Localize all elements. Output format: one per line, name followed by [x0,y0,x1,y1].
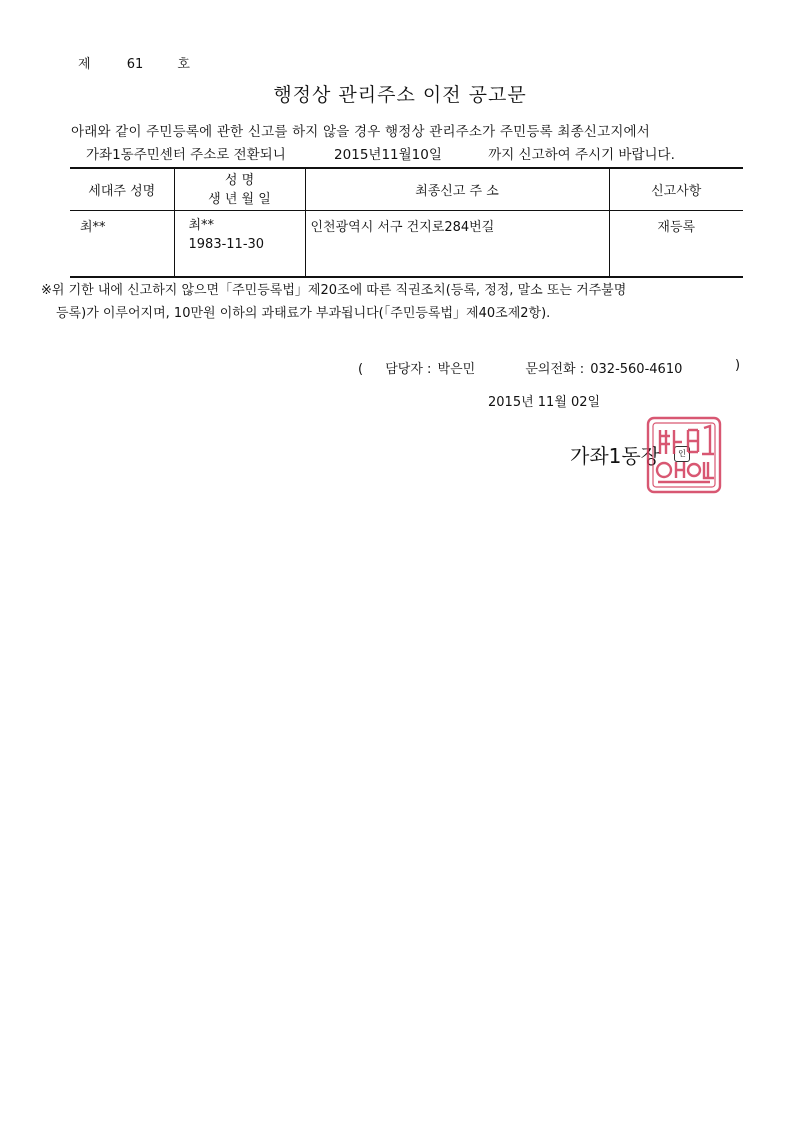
number-value: 61 [126,57,144,72]
document-number [78,53,190,72]
number-suffix: 호 [177,57,190,72]
header-report: 신고사항 [609,168,743,211]
notice-table [70,167,743,278]
contact-info [358,358,682,377]
header-address: 최종신고 주 소 [305,168,609,211]
signer-title: 가좌1동장 [570,444,661,468]
phone-number: 032-560-4610 [590,362,683,377]
cell-birth: 1983-11-30 [188,237,265,252]
intro-line-2-part-1: 가좌1동주민센터 주소로 전환되니 [86,147,286,163]
contact-open-paren: ( [358,362,364,377]
cell-householder: 최** [80,220,106,235]
deadline-date: 2015년11월10일 [334,147,442,163]
table-header-row [70,168,743,211]
phone-label: 문의전화 : [525,362,585,377]
cell-name-birth [174,211,305,278]
intro-line-2-part-2: 까지 신고하여 주시기 바랍니다. [488,147,675,163]
intro-line-1: 아래와 같이 주민등록에 관한 신고를 하지 않을 경우 행정상 관리주소가 주민등록 최종신고지에서 [71,124,651,140]
cell-report: 재등록 [609,211,743,278]
official-seal-icon [644,414,724,496]
note-line-2: 등록)가 이루어지며, 10만원 이하의 과태료가 부과됩니다(「주민등록법」제40조제2항). [56,306,551,321]
header-householder: 세대주 성명 [70,168,174,211]
table-row [70,211,743,278]
page-title: 행정상 관리주소 이전 공고문 [273,84,527,106]
cell-name: 최** [188,218,215,233]
manager-label: 담당자 : [385,362,432,377]
header-birth: 생 년 월 일 [208,191,271,207]
issue-date: 2015년 11월 02일 [488,395,601,410]
cell-address: 인천광역시 서구 건지로284번길 [305,211,609,278]
header-name-birth [174,168,305,211]
number-prefix: 제 [78,57,91,72]
header-name: 성 명 [224,172,255,188]
intro-line-2 [86,143,675,163]
contact-close-paren: ) [735,358,741,373]
manager-name: 박은민 [437,362,476,377]
note-line-1: ※위 기한 내에 신고하지 않으면「주민등록법」제20조에 따른 직권조치(등록, 정정, 말소 또는 거주불명 [41,283,627,298]
seal-mark: 인 [674,446,690,462]
